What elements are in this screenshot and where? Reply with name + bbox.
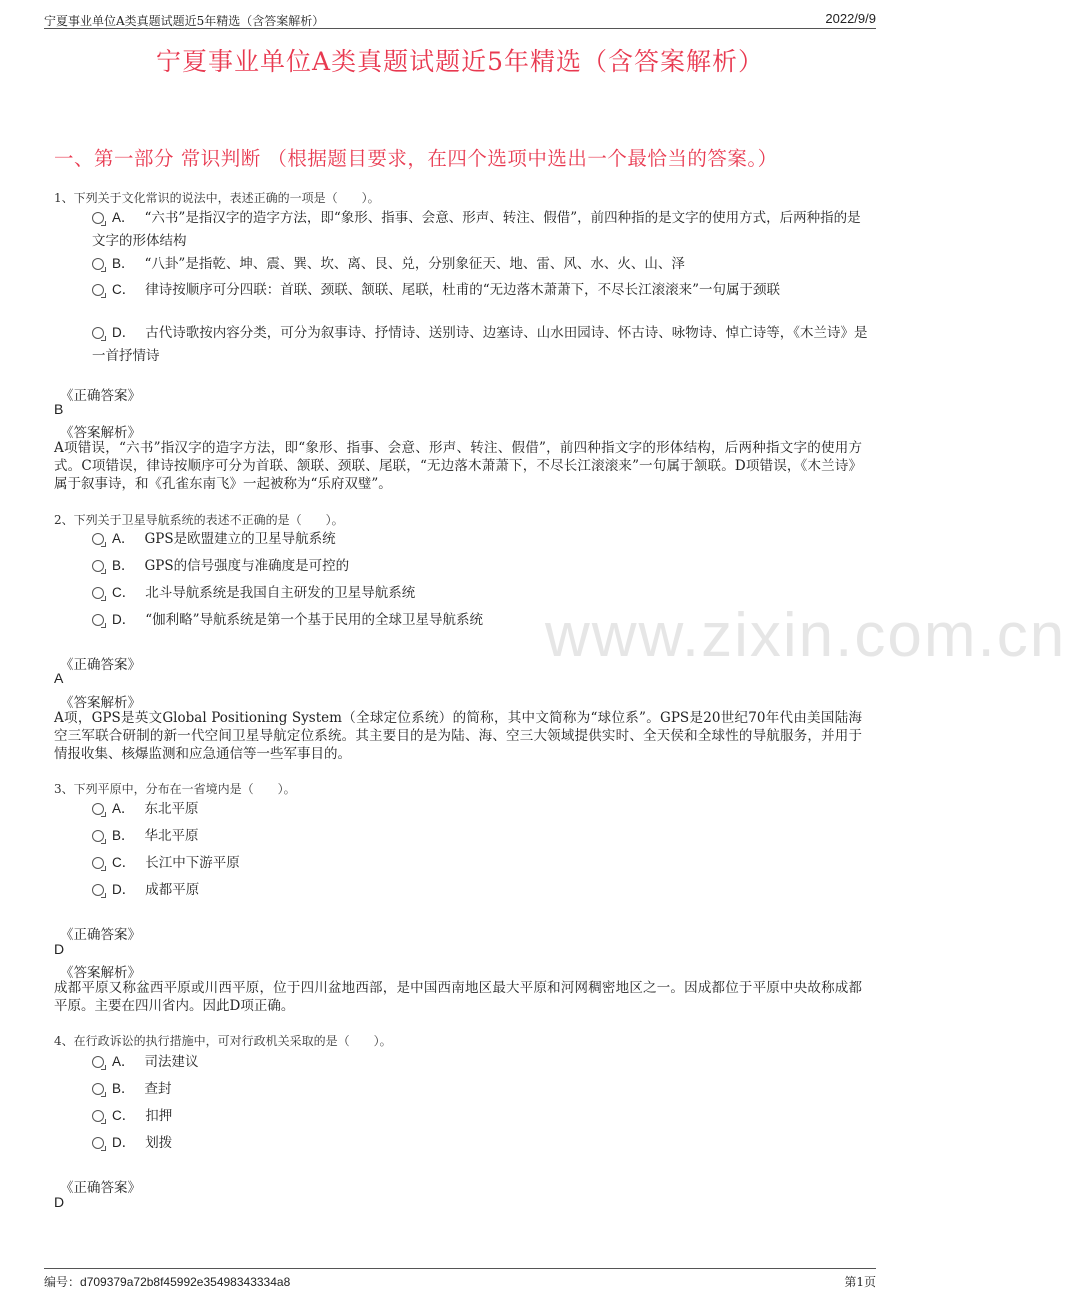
answer-analysis: A项错误，“六书”指汉字的造字方法，即“象形、指事、会意、形声、转注、假借”，前四种指文字的形体结构，后两种指文字的使用方式。C项错误，律诗按顺序可分为首联、颔联、颈联、尾联，“无边落木萧萧下，不尽长江滚滚来”一句属于颔联。D项错误，《木兰诗》属于叙事诗，和《孔雀东南飞》一起被称为“乐府双璧”。 (54, 440, 862, 492)
option-c[interactable]: C． 长江中下游平原 (92, 851, 872, 875)
watermark: www.zixin.com.cn (545, 601, 1066, 670)
radio-icon[interactable] (92, 327, 104, 339)
page-number: 第1页 (844, 1275, 876, 1289)
section-title: 一、第一部分 常识判断 （根据题目要求，在四个选项中选出一个最恰当的答案。） (54, 147, 778, 170)
analysis-label: 《答案解析》 (60, 695, 141, 711)
option-d[interactable]: D． 古代诗歌按内容分类，可分为叙事诗、抒情诗、送别诗、边塞诗、山水田园诗、怀古诗、咏物诗、悼亡诗等，《木兰诗》是一首抒情诗 (92, 325, 868, 364)
question-stem: 1、下列关于文化常识的说法中，表述正确的一项是（ ）。 (54, 191, 380, 205)
question-stem: 4、在行政诉讼的执行措施中，可对行政机关采取的是（ ）。 (54, 1034, 392, 1048)
radio-icon[interactable] (92, 533, 104, 545)
radio-icon[interactable] (92, 1056, 104, 1068)
analysis-label: 《答案解析》 (60, 965, 141, 981)
header-date: 2022/9/9 (825, 11, 876, 26)
correct-answer: D (54, 1194, 65, 1210)
radio-icon[interactable] (92, 1137, 104, 1149)
radio-icon[interactable] (92, 1110, 104, 1122)
header-doc-title: 宁夏事业单位A类真题试题近5年精选（含答案解析） (44, 14, 325, 28)
correct-answer-label: 《正确答案》 (60, 657, 141, 673)
option-c[interactable]: C． 扣押 (92, 1104, 872, 1128)
correct-answer: D (54, 941, 65, 957)
option-d[interactable]: D． “伽利略”导航系统是第一个基于民用的全球卫星导航系统 (92, 608, 872, 632)
radio-icon[interactable] (92, 560, 104, 572)
radio-icon[interactable] (92, 212, 104, 224)
option-c[interactable]: C． 北斗导航系统是我国自主研发的卫星导航系统 (92, 581, 872, 605)
option-d[interactable]: D． 划拨 (92, 1131, 872, 1155)
option-b[interactable]: B． GPS的信号强度与准确度是可控的 (92, 554, 872, 578)
radio-icon[interactable] (92, 857, 104, 869)
radio-icon[interactable] (92, 884, 104, 896)
option-a[interactable]: A． “六书”是指汉字的造字方法，即“象形、指事、会意、形声、转注、假借”，前四种指的是文字的使用方式，后两种指的是文字的形体结构 (92, 210, 861, 249)
correct-answer-label: 《正确答案》 (60, 927, 141, 943)
analysis-label: 《答案解析》 (60, 425, 141, 441)
footer-code: 编号：d709379a72b8f45992e35498343334a8 (44, 1275, 291, 1289)
radio-icon[interactable] (92, 258, 104, 270)
option-d[interactable]: D． 成都平原 (92, 878, 872, 902)
option-b[interactable]: B． “八卦”是指乾、坤、震、巽、坎、离、艮、兑，分别象征天、地、雷、风、水、火、山、泽 (92, 252, 872, 276)
option-b[interactable]: B． 查封 (92, 1077, 872, 1101)
radio-icon[interactable] (92, 587, 104, 599)
radio-icon[interactable] (92, 803, 104, 815)
option-a[interactable]: A． 司法建议 (92, 1050, 872, 1074)
radio-icon[interactable] (92, 830, 104, 842)
radio-icon[interactable] (92, 1083, 104, 1095)
correct-answer: A (54, 670, 64, 686)
radio-icon[interactable] (92, 284, 104, 296)
option-b[interactable]: B． 华北平原 (92, 824, 872, 848)
page-footer (44, 1268, 876, 1289)
question-stem: 2、下列关于卫星导航系统的表述不正确的是（ ）。 (54, 513, 344, 527)
correct-answer: B (54, 401, 64, 417)
correct-answer-label: 《正确答案》 (60, 1180, 141, 1196)
option-a[interactable]: A． 东北平原 (92, 797, 872, 821)
question-stem: 3、下列平原中，分布在一省境内是（ ）。 (54, 782, 296, 796)
document-title: 宁夏事业单位A类真题试题近5年精选（含答案解析） (156, 47, 764, 76)
correct-answer-label: 《正确答案》 (60, 388, 141, 404)
page-header (44, 10, 876, 29)
answer-analysis: 成都平原又称盆西平原或川西平原，位于四川盆地西部，是中国西南地区最大平原和河网稠密地区之一。因成都位于平原中央故称成都平原。主要在四川省内。因此D项正确。 (54, 980, 862, 1014)
option-c[interactable]: C． 律诗按顺序可分四联：首联、颈联、颔联、尾联，杜甫的“无边落木萧萧下，不尽长江滚滚来”一句属于颈联 (92, 278, 872, 302)
answer-analysis: A项，GPS是英文Global Positioning System（全球定位系统）的简称，其中文简称为“球位系”。GPS是20世纪70年代由美国陆海空三军联合研制的新一代空间卫星导航定位系统。其主要目的是为陆、海、空三大领域提供实时、全天侯和全球性的导航服务，并用于情报收集、核爆监测和应急通信等一些军事目的。 (54, 710, 862, 762)
radio-icon[interactable] (92, 614, 104, 626)
option-a[interactable]: A． GPS是欧盟建立的卫星导航系统 (92, 527, 872, 551)
